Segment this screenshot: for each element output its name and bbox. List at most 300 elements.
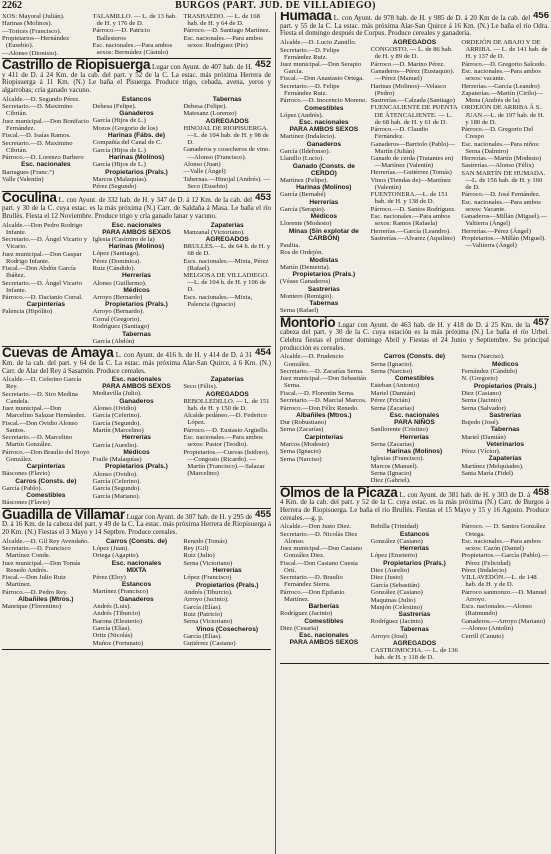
listing-line: Propietarios.—García (Pablo).—Pérez (Felicidad) — [461, 552, 549, 567]
listing-line: Llanillo (Lucio). — [280, 155, 324, 163]
listing-line: Serna (Ignacio) — [370, 469, 412, 477]
listing-column — [183, 96, 271, 191]
section-heading: Modistas — [309, 256, 339, 264]
listing-line: Párroco.—D. Gregorio Salcedo. — [461, 60, 547, 68]
town-intro — [280, 12, 549, 38]
listing-line: García (Ildefonso). — [280, 147, 331, 155]
listing-line: Paulita. — [280, 241, 300, 249]
town-description: Lugar con Ayunt. de 307 hab. de H. y 295 de D. á 16 Km. de la cabeza del part. y 49 de la C. La estac. más próxima Herrera de Riopisuerga á 20 Km. (N.) Fiestas el 3 Mayo y 14 Septbre. Produce cereales. — [2, 512, 271, 536]
town-intro — [2, 190, 271, 220]
listing-line: Juez municipal.—Don Sebastián Serna. — [280, 375, 367, 390]
listing-line: Escs. nacionales.—Alonso (Raimundo) — [461, 603, 532, 618]
listing-line: Secretario.—D. Siro Medina Candela. — [2, 390, 78, 405]
listing-line: Alonso (Juan) — [183, 160, 221, 168]
listing-line: Párroco sanmonzo.—D. Manuel Arroyo. — [461, 588, 547, 603]
listing-line: Secretario.—D. Marcial Marcos. — [280, 397, 367, 405]
section-heading: Ganaderos — [119, 397, 154, 405]
section-heading: Comestibles — [26, 492, 66, 500]
listing-line: Cerrill (Canuto) — [461, 632, 504, 640]
listing-line: Párroco.—D. José Fernández. — [461, 191, 541, 199]
listing-column — [93, 376, 181, 506]
section-heading: AGREGADOS — [205, 390, 249, 398]
listing-line: Ruiz (Patricio) — [183, 611, 223, 619]
section-heading: Ganado (Consts. de CERDO) — [292, 162, 355, 177]
section-heading: Esc. nacionales — [111, 559, 162, 567]
section-heading: Médicos — [310, 213, 338, 221]
listing-line: —Alonso (Antolín) — [461, 625, 514, 633]
listing-line: Ganado de cerda (Tratantes en)—Martínez (Valentín) — [370, 154, 454, 170]
town-name: Humada — [280, 12, 332, 23]
listing-line: N. (Gregorio) — [461, 375, 498, 383]
listing-column — [2, 96, 90, 191]
section-heading: AGREGADOS — [205, 236, 249, 244]
listing-line: Serna (Salvador) — [461, 404, 506, 412]
section-heading: Esc. nacionales — [111, 221, 162, 229]
listing-column — [183, 376, 271, 506]
listing-column — [461, 353, 549, 484]
listing-line: Corral (Gregorio). — [92, 315, 142, 323]
section-heading: Tabernas — [122, 330, 151, 338]
listing-line: Párroco.—D. Marino Pérez. — [370, 60, 445, 68]
listing-line: Párroco.—D. Patricio Ballesteros — [92, 27, 150, 42]
listing-line: Andrés (Luis). — [92, 602, 132, 610]
listing-line: Diez (Cesaria) — [280, 624, 319, 632]
listing-line: Esc. nacionales.—Para ambos sexos: Rodríguez (Pío) — [183, 34, 263, 49]
listing-column — [280, 523, 368, 661]
listing-line: Alcalde.—D. Segundo Pérez. — [2, 95, 80, 103]
listing-column — [461, 39, 549, 315]
listing-line: Escs. nacionales.—Mixta, Pérez (Rafael). — [183, 257, 269, 272]
listing-line: Párroco. — D. Santos González Ortega. — [461, 523, 546, 538]
listing-line: Fiscal.—Don Anastasio Ortega. — [280, 75, 364, 83]
listing-line: ORDEJÓN DE ABAJO Y DE ARRIBA. — L. de 141 hab. de H. y 137 de D. — [461, 39, 548, 61]
listing-line: Martínez (Melquiades). — [461, 462, 524, 470]
listing-line: Alcalde.—D. Gil Rey Avendaño. — [2, 537, 90, 545]
section-heading: Barberías — [308, 603, 340, 611]
listing-line: Dehesa (Felipe). — [92, 102, 137, 110]
listing-column — [2, 376, 90, 506]
listing-line: Serna (Ignacio) — [280, 448, 321, 456]
listing-line: Marcos (Malaquías). — [92, 175, 148, 183]
section-heading: PARA AMBOS SEXOS — [289, 126, 359, 134]
listing-line: Andrés (Tiburcio). — [183, 588, 233, 596]
listing-line: Martín (Marcelino) — [92, 427, 144, 435]
listing-line: Secretario.—D. Felipe Fernández Ruiz. — [280, 46, 340, 61]
town-entry — [2, 57, 271, 192]
listing-line: Juez municipal.—Don Gaspar Rodrigo Infante. — [2, 250, 82, 265]
listing-line: García (Bernabé) — [280, 191, 326, 199]
listing-line: Escs. nacionales.—Mixta, Palencia (Ignacio) — [183, 293, 253, 308]
section-heading: Herrerías — [400, 545, 429, 553]
listing-column — [371, 353, 459, 484]
listing-line: Renedo (Tomás) — [183, 537, 228, 545]
listing-line: Rodríguez (Jacinto) — [370, 618, 423, 626]
town-name: Guadilla de Villamar — [2, 506, 125, 522]
listing-line: García (Ceferino). — [92, 412, 141, 420]
listing-line: Secretario.—D. Francisco Martínez Conde. — [2, 545, 71, 560]
section-heading: Propietarios (Prals.) — [383, 559, 446, 567]
listing-line: Marcos (Modesto) — [280, 440, 329, 448]
section-heading: MIXTA — [126, 566, 147, 574]
entry-number: 454 — [255, 347, 271, 359]
listing-line: Pérez (Eloy) — [92, 573, 126, 581]
listing-line: Harinas (Molinos). — [2, 20, 53, 28]
running-head: BURGOS (PART. JUD. DE VILLADIEGO) — [175, 0, 376, 11]
listing-line: Párroco.—D. Eustasio Argüello. — [183, 426, 269, 434]
listing-line: Manrique (Florentino) — [2, 603, 62, 611]
listing-line: Pérez (Segundo) — [92, 183, 137, 191]
section-heading: Carpinterías — [26, 301, 66, 309]
listing-line: García (Elías). — [183, 632, 222, 640]
column-divider — [275, 12, 276, 854]
town-entry — [2, 345, 271, 508]
town-intro — [280, 314, 549, 353]
listing-line: Ortega (Agapito). — [92, 552, 140, 560]
listing-line: Párroco.—Don Epifanio Martínez. — [280, 588, 345, 603]
listing-line: Propietarios.—Cuevas (Isidoro).—Congosto (Ricardo). — Martín (Francisco).—Salazar (Marcelino) — [183, 448, 270, 477]
listing-column — [183, 538, 271, 648]
section-heading: Herrerías — [122, 434, 151, 442]
listing-line: Juez municipal.—Don Tomás Renedo Andrés. — [2, 559, 81, 574]
section-heading: Harinas (Molinos) — [296, 184, 352, 192]
listing-line: Vinos (Tiendas de)—Martínez (Valentín) — [370, 176, 451, 191]
town-description: L. con Ayunt. de 978 hab. de H. y 985 de D. á 20 Km de la cab. del part. y 55 de la C. La estac. más próxima Alar-San Quirce á 16 Km. (N.) Le baña el río Odra. Fiesta el domingo después de Corpus. Produce cereales y ganadería. — [280, 14, 549, 38]
listing-grid — [2, 13, 271, 57]
listing-line: Serna (Narciso) — [280, 455, 322, 463]
listing-line: Ganaderos—Millán (Miguel).—Valtierra (Ángel) — [461, 213, 548, 228]
listing-line: Fiscal.—Don Ovidio Alonso Santos. — [2, 419, 78, 434]
listing-line: Alcalde.—D. Ceferino García Rey. — [2, 376, 82, 391]
section-heading: Estancos — [121, 581, 152, 589]
listing-line: García (Pablo). — [2, 484, 43, 492]
listing-line: Párroco.—Don Braulio del Hoyo González. — [2, 448, 90, 463]
listing-line: Serna (Zacarías) — [280, 426, 324, 434]
section-heading: Carpinterías — [26, 463, 66, 471]
listing-line: Alcalde.—Don Pedro Rodrigo Infante. — [2, 221, 83, 236]
listing-line: Rebilla (Trinidad) — [370, 523, 419, 531]
listing-line: López (Emeterio) — [370, 552, 418, 560]
listing-column — [371, 523, 459, 661]
listing-line: García (Elías). — [92, 624, 132, 632]
listing-line: Secretario.—D. Braulio Fernández Sierra. — [280, 574, 343, 589]
listing-column — [2, 13, 90, 57]
listing-line: Serna (Zacarías) — [370, 440, 415, 448]
section-heading: PARA AMBOS SEXOS — [289, 639, 359, 647]
entry-number: 456 — [533, 12, 549, 21]
section-heading: Propietarios (Prals.) — [195, 581, 259, 589]
listing-line: Fiscal.—D. Isaías Ramos. — [2, 132, 71, 140]
listing-line: Esc. nacionales.—Para ambos sexos: Bermúdez (Cástulo) — [92, 41, 173, 57]
listing-line: Ruiz (Cándido). — [92, 265, 136, 273]
town-entry — [2, 506, 271, 650]
listing-column — [461, 523, 549, 661]
listing-line: Andrés (Tiburcio) — [92, 610, 141, 618]
listing-line: Sastrerías.—Alonso (Félix) — [461, 162, 534, 170]
section-heading: Zapaterías — [210, 221, 244, 229]
listing-line: Juez municipal.—Don Casiano González Diez. — [280, 545, 363, 560]
listing-line: Pérez (Víctor). — [461, 448, 501, 456]
listing-line: Palencia (Hipólito) — [2, 308, 53, 316]
listing-line: Martínez (Francisco) — [92, 588, 149, 596]
listing-line: Tabernas.—Hinojal (Andrés). — Seco (Eusebio) — [183, 175, 271, 190]
listing-grid — [2, 222, 271, 346]
section-heading: Médicos — [491, 360, 519, 368]
entry-number: 453 — [255, 192, 271, 204]
listing-line: Gutiérrez (Casiano) — [183, 640, 236, 648]
listing-line: Pérez (Dominica). — [92, 257, 142, 265]
listing-column — [93, 222, 181, 346]
listing-grid — [280, 39, 549, 315]
listing-line: Serna (Rafael) — [280, 307, 319, 315]
section-heading: Ganaderos — [306, 140, 342, 148]
entry-divider — [2, 649, 271, 650]
listing-line: Mediavilla (Julio). — [92, 390, 142, 398]
listing-column — [183, 222, 271, 346]
town-name: Montorio — [280, 314, 336, 330]
section-heading: Estancos — [399, 530, 430, 538]
listing-line: Alcalde pedáneo.—D. Federico López. — [183, 412, 267, 427]
section-heading: Veterinarios — [486, 440, 525, 448]
listing-line: Alonso (Ovidio). — [92, 470, 138, 478]
listing-line: Barona (Eleuterio) — [92, 617, 142, 625]
section-heading: Herrerías — [400, 433, 429, 441]
listing-line: López (Francisco) — [183, 574, 232, 582]
listing-line: Diez (Gabriel). — [370, 477, 411, 485]
section-heading: Harinas (Fábs. de) — [107, 132, 166, 140]
section-heading: PARA NIÑOS — [394, 419, 435, 427]
section-heading: Propietarios (Prals.) — [292, 271, 356, 279]
section-heading: Herrerías — [212, 567, 242, 575]
section-heading: Carros (Consts. de) — [15, 477, 77, 485]
town-description: L. con Ayunt. de 381 hab. de H. y 303 de D. á 4 Km. de la cab. del part. y 52 de la C. cuya estac. es la más próxima (N.) Carr. de Burgos á Herrera de Riopisuerga. Le baña el río Brullés. Fiestas el 15 Mayo y 15 y 16 Agosto. Produce cereales.—g. p. — [280, 490, 549, 522]
listing-line: —Alonso (Dionisio). — [2, 49, 59, 57]
town-entry — [2, 13, 271, 59]
listing-line: García (Hijos de L.) — [92, 146, 146, 154]
listing-line: TALAMILLO. — L. de 13 hab. de H. y 176 de D. — [92, 13, 177, 28]
listing-line: González (Casiano) — [370, 537, 423, 545]
section-heading: Harinas (Molinos) — [108, 154, 165, 162]
listing-line: CASTROMOCHA. — L. de 136 hab. de H. y 118 de D. — [370, 647, 458, 662]
listing-line: Santa María (Fidel) — [461, 469, 513, 477]
listing-line: Martínez (Indalecio). — [280, 133, 337, 141]
listing-grid — [2, 96, 271, 191]
entry-number: 455 — [255, 508, 271, 520]
listing-column — [183, 13, 271, 57]
town-description: Lugar con Ayunt. de 407 hab. de H. y 411 de D. á 24 Km. de la cab. del part. y 52 de la C. La estac. más próxima Herrera de Riopisuerga á 11 Km. (N.) Le baña el Pisuerga. Produce trigo, cebada, avena, yeros y algarrobas; cría ganado vacuno. — [2, 63, 271, 95]
section-heading: Herrerías — [122, 272, 151, 280]
listing-line: Herrerías.—Pérez (Ángel) — [461, 227, 531, 235]
section-heading: Carros (Consts. de) — [105, 537, 168, 545]
listing-line: Juez municipal.—Don Serapio García. — [280, 60, 362, 76]
section-heading: Tabernas — [400, 625, 429, 633]
town-description: Lugar con Ayunt. de 463 hab. de H. y 418 de D. á 25 Km. de la cabeza del part. y 30 de la C. cuya estación es la más próxima (N.) Le baña el río Urbel. Celebra fiestas el primer domingo Abril y Fiestas el 24 Junio y Septiembre. Su principal producción es cereales. — [280, 320, 549, 352]
listing-line: Muñoz (Fortunato) — [92, 639, 144, 647]
listing-line: Alcalde.—Don Justo Diez. — [280, 523, 352, 531]
listing-line: García (Segundo). — [92, 485, 142, 493]
listing-line: SAN MARTÍN DE HUMADA.—L. de 156 hab. de H. y 160 de D. — [461, 169, 546, 191]
listing-line: Maquinas (Julio) — [370, 596, 416, 604]
section-heading: AGREGADOS — [392, 39, 437, 47]
section-heading: Zapaterías — [210, 376, 244, 384]
listing-line: Fiscal.—Don Julio Ruiz Martínez. — [2, 574, 66, 589]
listing-line: Diez (Justo) — [370, 574, 403, 582]
town-entry — [280, 314, 549, 487]
listing-line: Secretario.—D. Maximino Cibrián. — [2, 139, 73, 154]
town-intro — [2, 506, 271, 537]
listing-line: Fraile (Malaquías) — [92, 456, 142, 464]
listing-line: Ortiz (Nicolás) — [92, 632, 133, 640]
section-heading: Tabernas — [490, 426, 520, 434]
listing-line: Juez municipal.—Don Marcelino Salazar Hernández. — [2, 405, 86, 420]
listing-line: Esc. nacionales.—Para ambos sexos: Pastor (Teodio). — [183, 434, 263, 449]
listing-grid — [2, 538, 271, 648]
listing-line: Arroyo (José) — [370, 632, 408, 640]
listing-line: Esc. nacionales.—Para niños: Serna (Dalmiro) — [461, 140, 540, 155]
listing-line: Zapaterías.—Martín (Cirilo)—Mena (Andrés de la) — [461, 89, 544, 105]
listing-line: Rodríguez (Jacinto) — [280, 610, 333, 618]
listing-line: Párroco.—D. Santos Rodríguez. — [370, 205, 456, 213]
listing-line: Propietarios.—Millán (Miguel).—Valtierra (Ángel) — [461, 235, 546, 250]
listing-line: Llorente (Modesto) — [280, 220, 332, 228]
listing-line: Ros de Ordejón. — [280, 249, 324, 257]
town-intro — [2, 345, 271, 375]
listing-line: Serna (Victoriano) — [183, 618, 233, 626]
listing-line: Ganaderos—Barriolo (Pablo)—Martín (Julián) — [370, 140, 456, 155]
listing-column — [2, 538, 90, 648]
listing-line: Fiscal.—D. Florentin Serna. — [280, 389, 355, 397]
section-heading: Harinas (Molinos) — [108, 243, 165, 251]
listing-line: Herrerías.—Gutiérrez (Tomás) — [370, 169, 452, 177]
listing-line: Secretario.—D. Maximino Cibrián. — [2, 103, 73, 118]
section-heading: Minas (Sin explotar de CARBÓN) — [288, 227, 359, 242]
listing-line: García (Hijos de L.) — [92, 117, 146, 125]
section-heading: Carros (Consts. de) — [383, 353, 446, 361]
listing-line: VILLAVEDÓN.—L. de 148 hab. de H. y de D. — [461, 574, 537, 589]
listing-line: BRULLÉS.—L. de 64 h. de H. y 68 de D. — [183, 243, 271, 258]
listing-line: Serna (Narciso) — [370, 367, 413, 375]
listing-line: Alonso (Ovidio) — [92, 404, 137, 412]
listing-line: García (Sebastián) — [370, 581, 420, 589]
listing-line: Arroyo (Bernardo). — [92, 308, 144, 316]
listing-grid — [2, 376, 271, 506]
listing-line: Dehesa (Felipe). — [183, 102, 227, 110]
listing-line: Párroco.—D. Inocencio Moreno. — [280, 97, 367, 105]
section-heading: Tabernas — [212, 95, 242, 103]
listing-line: Ganaderos.—Arroyo (Mariano) — [461, 617, 546, 625]
listing-line: Rey (Gil) — [183, 545, 209, 553]
section-heading: Médicos — [123, 448, 150, 456]
listing-line: Párroco.—D. Santiago Martínez. — [183, 27, 271, 35]
listing-line: Alcalde.—D. Lucio Zamillo. — [280, 39, 357, 47]
listing-line: Pérez (Indalecio) — [461, 566, 507, 574]
listing-line: López (Santiago). — [92, 250, 140, 258]
listing-line: Esc. nacionales.—Para ambos sexos: Ramos (Rafaela) — [370, 213, 451, 228]
town-description: L. con Ayunt. de 416 h. de H. y 414 de D. á 31 Km. de la cab. del part. y 64 de la C. La estac. más próxima Alar-San Quirce, á 6 Km. (N.) Carr. de Alar del Rey á Sasamón. Produce cereales. — [2, 351, 271, 375]
section-heading: Zapaterías — [488, 455, 522, 463]
section-heading: Albañiles (Mtros.) — [18, 595, 74, 603]
listing-line: Esc. nacionales.—Para ambos sexos: Cazón (Daniel) — [461, 537, 541, 553]
listing-line: Barragues (Franc.°) — [2, 168, 55, 176]
section-heading: Médicos — [123, 286, 150, 294]
listing-line: García (Hijos de L.) — [92, 161, 146, 169]
section-heading: Albañiles (Mtros.) — [296, 411, 352, 419]
listing-line: Secretario.—D. Zacarías Serna. — [280, 367, 364, 375]
town-entry — [280, 12, 549, 317]
listing-column — [2, 222, 90, 346]
listing-column — [93, 538, 181, 648]
listing-line: Manjón (Celestino) — [370, 603, 423, 611]
section-heading: Comestibles — [394, 375, 435, 383]
entry-divider — [280, 663, 549, 664]
listing-line: Seco (Félix). — [183, 383, 218, 391]
section-heading: PARA AMBOS SEXOS — [102, 383, 171, 391]
listing-line: Esc. nacionales.—Para ambos sexos: Vacante. — [461, 198, 541, 213]
listing-line: Valle (Valentín) — [2, 175, 44, 183]
listing-line: Arroyo (Jacinto). — [183, 596, 229, 604]
section-heading: AGREGADOS — [392, 640, 437, 648]
listing-line: Iglesia (Casimiro de la) — [92, 235, 155, 243]
section-heading: Esc. nacionales — [21, 161, 71, 169]
listing-line: Secretario.—D. Ángel Vicario y Vicario. — [2, 236, 87, 251]
town-name: Cuevas de Amaya — [2, 345, 114, 361]
listing-line: Párroco.—D. Gregorio Del Crespo — [461, 126, 534, 141]
section-heading: Comestibles — [304, 104, 344, 112]
listing-line: Serna (Ignacio). — [370, 360, 414, 368]
listing-line: García (Elías). — [183, 603, 222, 611]
listing-line: Marcos (Manuel). — [370, 462, 419, 470]
section-heading: Esc. nacionales — [111, 376, 162, 384]
listing-line: Rodríguez (Santiago) — [92, 323, 150, 331]
section-heading: Tabernas — [309, 300, 339, 308]
town-intro — [280, 484, 549, 523]
listing-line: Párroco.—D. Lorenzo Barbero — [2, 154, 84, 162]
listing-grid — [280, 523, 549, 661]
page-number: 2262 — [2, 0, 22, 11]
listing-line: Montero (Remigio). — [280, 292, 334, 300]
listing-line: Herrerías.—García (Leandro) — [461, 82, 540, 90]
listing-line: Juez municipal.—Don Bonifacio Fernández. — [2, 117, 89, 132]
listing-line: Propietarios—Hernández (Eusebio). — [2, 35, 70, 50]
town-name: Olmos de la Picaza — [280, 484, 398, 500]
listing-line: Pérez (Fricián) — [370, 397, 411, 405]
entry-number: 457 — [533, 316, 549, 328]
section-heading: Estancos — [121, 95, 152, 103]
listing-line: Matesanz (Lorenzo) — [183, 110, 237, 118]
listing-line: Párroco.—Don Félix Renedo. — [280, 404, 359, 412]
section-heading: PARA AMBOS SEXOS — [102, 228, 171, 236]
listing-line: Serna (Victoriano) — [183, 559, 233, 567]
town-description: L. con Ayunt. de 332 hab. de H. y 347 de D. á 12 Km. de la cab. del part. y 30 de la C. cuya estac. es la más próxima (N.) Carr. de Saldaña á Masa. Le baña el río Brullés. Fiesta el 12 Noviembre. Produce trigo y cría ganado lanar y vacuno. — [2, 196, 271, 220]
listing-line: Serna (Narciso). — [461, 353, 505, 361]
listing-line: Dur (Robustiano) — [280, 419, 327, 427]
listing-line: Ruiz (Julio) — [183, 552, 215, 560]
listing-line: Manzanal (Victoriano). — [183, 228, 245, 236]
listing-line: —Torices (Francisco). — [2, 27, 62, 35]
listing-line: Sastrerías.—Calzada (Santiago) — [370, 97, 455, 105]
page-header — [0, 0, 551, 12]
section-heading: AGREGADOS — [205, 117, 249, 125]
left-column — [2, 12, 271, 854]
listing-line: Mariel (Damián) — [370, 389, 416, 397]
listing-line: ORDEJÓN DE ARRIBA Á S. JUAN.—L. de 197 hab. de H. y 180 de D. — [461, 104, 545, 126]
listing-line: Diez (Casiano) — [461, 389, 502, 397]
listing-line: Secretario.—D. Marcelino Martín González. — [2, 434, 73, 449]
listing-line: Ganaderos y cosecheros de vino.—Alonso (Francisco). — [183, 146, 270, 161]
section-heading: Ganaderos — [119, 595, 154, 603]
listing-line: Serna (Zacarías) — [370, 404, 415, 412]
section-heading: Propietarios (Prals.) — [105, 301, 168, 309]
listing-line: Compañía del Canal de C. — [92, 139, 163, 147]
